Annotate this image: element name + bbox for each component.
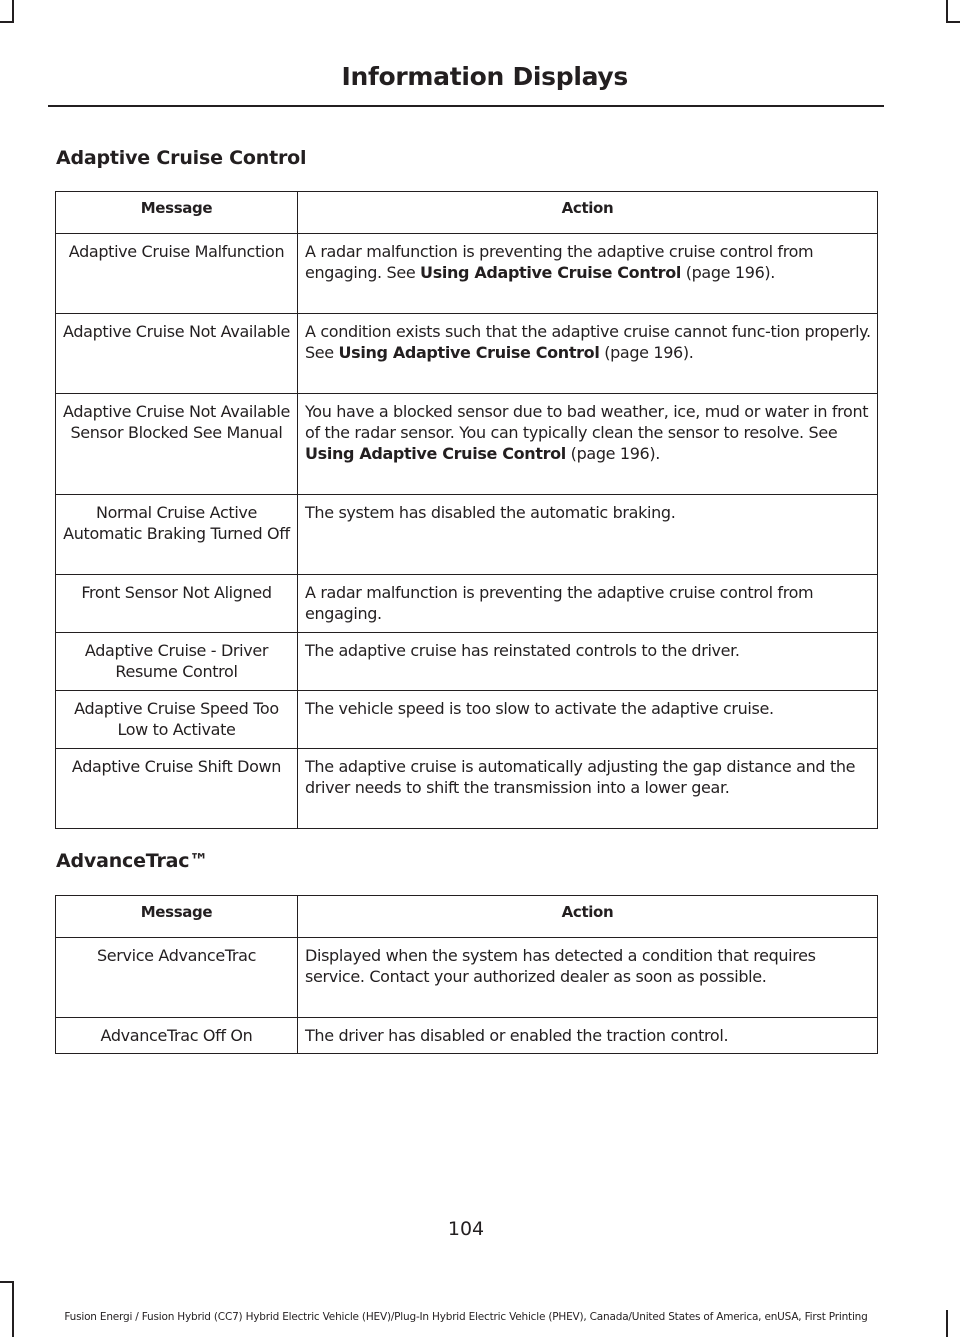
table-row: [56, 938, 878, 1018]
page-reference: (page 196).: [680, 263, 776, 282]
action-cell: [298, 575, 878, 633]
column-header-action: Action: [298, 192, 878, 234]
action-text: A radar malfunction is preventing the adaptive cruise control from engaging.: [305, 583, 814, 623]
table-header-row: [56, 192, 878, 234]
action-cell: [298, 314, 878, 394]
cross-reference: Using Adaptive Cruise Control: [338, 343, 600, 362]
cross-reference: Using Adaptive Cruise Control: [305, 444, 566, 463]
page-reference: (page 196).: [599, 343, 694, 362]
action-cell: [298, 749, 878, 829]
message-cell: Adaptive Cruise Not Available: [56, 314, 298, 394]
action-text: The adaptive cruise is automatically adjusting the gap distance and the driver needs to shift the transmission into a lower gear.: [305, 757, 856, 797]
crop-mark: [12, 1281, 14, 1337]
crop-mark: [0, 1281, 14, 1283]
action-cell: [298, 234, 878, 314]
page-number: 104: [447, 1218, 485, 1240]
message-cell: Adaptive Cruise Malfunction: [56, 234, 298, 314]
table-row: [56, 234, 878, 314]
message-cell: Service AdvanceTrac: [56, 938, 298, 1018]
action-text: A radar malfunction is preventing the adaptive cruise control from engaging. See: [305, 242, 814, 282]
action-text: The driver has disabled or enabled the traction control.: [305, 1026, 729, 1045]
action-cell: [298, 691, 878, 749]
action-text: Displayed when the system has detected a condition that requires service. Contact your authorized dealer as soon as possible.: [305, 946, 816, 986]
message-cell: Front Sensor Not Aligned: [56, 575, 298, 633]
table-row: [56, 394, 878, 495]
table-row: [56, 749, 878, 829]
action-cell: [298, 1018, 878, 1054]
header-divider: [48, 105, 884, 107]
message-cell: Normal Cruise Active Automatic Braking Turned Off: [56, 495, 298, 575]
column-header-message: Message: [56, 192, 298, 234]
column-header-message: Message: [56, 896, 298, 938]
advancetrac-message-table: [55, 895, 878, 1054]
adaptive-cruise-message-table: [55, 191, 878, 829]
table-row: [56, 1018, 878, 1054]
action-text: The system has disabled the automatic braking.: [305, 503, 676, 522]
crop-mark: [946, 0, 948, 22]
action-text: You have a blocked sensor due to bad weather, ice, mud or water in front of the radar sensor. You can typically clean the sensor to resolve. See: [305, 402, 869, 442]
table-header-row: [56, 896, 878, 938]
cross-reference: Using Adaptive Cruise Control: [420, 263, 681, 282]
action-cell: [298, 938, 878, 1018]
message-cell: AdvanceTrac Off On: [56, 1018, 298, 1054]
message-cell: Adaptive Cruise Shift Down: [56, 749, 298, 829]
table-row: [56, 314, 878, 394]
table-row: [56, 691, 878, 749]
page-header-title: Information Displays: [341, 62, 628, 91]
section-title-advancetrac: AdvanceTrac™: [56, 850, 209, 872]
message-cell: Adaptive Cruise Speed Too Low to Activate: [56, 691, 298, 749]
action-text: A condition exists such that the adaptive cruise cannot func-tion properly. See: [305, 322, 871, 362]
action-text: The adaptive cruise has reinstated controls to the driver.: [305, 641, 740, 660]
action-cell: [298, 633, 878, 691]
crop-mark: [0, 21, 14, 23]
action-cell: [298, 394, 878, 495]
table-row: [56, 633, 878, 691]
table-row: [56, 495, 878, 575]
table-row: [56, 575, 878, 633]
column-header-action: Action: [298, 896, 878, 938]
section-title-adaptive-cruise: Adaptive Cruise Control: [56, 147, 307, 169]
message-cell: Adaptive Cruise - Driver Resume Control: [56, 633, 298, 691]
message-cell: Adaptive Cruise Not Available Sensor Blocked See Manual: [56, 394, 298, 495]
action-cell: [298, 495, 878, 575]
page-footer: Fusion Energi / Fusion Hybrid (CC7) Hybrid Electric Vehicle (HEV)/Plug-In Hybrid Electric Vehicle (PHEV), Canada/United States of America, enUSA, First Printing: [64, 1311, 868, 1323]
crop-mark: [946, 1310, 948, 1337]
crop-mark: [12, 0, 14, 22]
crop-mark: [946, 21, 960, 23]
action-text: The vehicle speed is too slow to activate the adaptive cruise.: [305, 699, 774, 718]
page-reference: (page 196).: [565, 444, 660, 463]
